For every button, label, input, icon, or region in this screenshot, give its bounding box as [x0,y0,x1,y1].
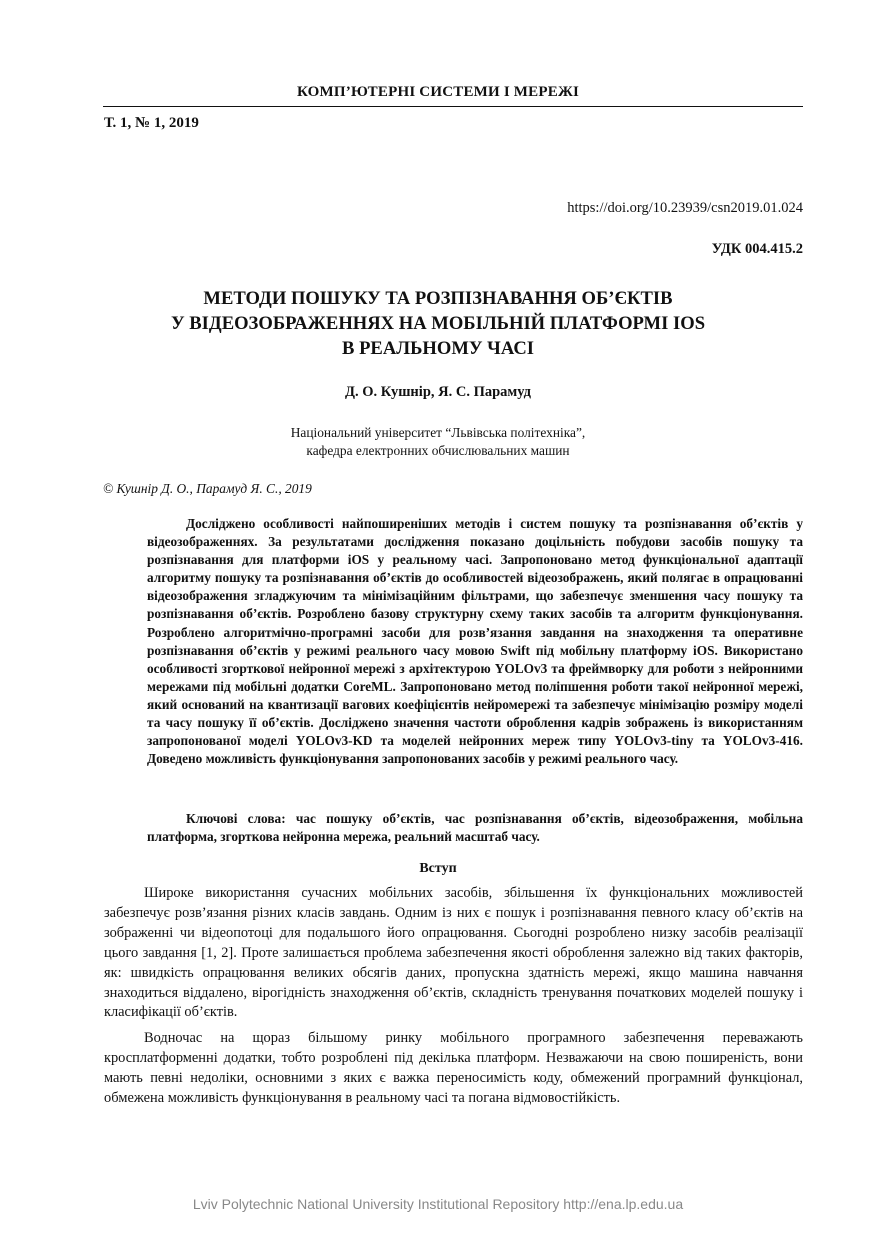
abstract: Досліджено особливості найпоширеніших методів і систем пошуку та розпізнавання об’єктів у відеозображеннях. За результатами дослідження показано доцільність побудови засобів пошуку та розпізнавання для платформи iOS у реальному часі. Запропоновано метод функціональної адаптації алгоритму пошуку та розпізнавання об’єктів до особливостей відеозображень, який полягає в опрацюванні відеозображення згладжуючим та мінімізаційним фільтрами, що забезпечує зменшення часу пошуку та розпізнавання об’єктів. Розроблено базову структурну схему таких засобів та алгоритм функціонування. Розроблено алгоритмічно-програмні засоби для розв’язання завдання на знаходження та оперативне розпізнавання об’єктів у режимі реального часу мовою Swift під мобільну платформу iOS. Використано особливості згорткової нейронної мережі з архітектурою YOLOv3 та фреймворку для роботи з нейронними мережами під мобільні додатки CoreML. Запропоновано метод поліпшення роботи такої нейронної мережі, який оснований на квантизації вагових коефіцієнтів нейромережі та забезпечує мінімізацію розміру моделі та часу пошуку її об’єктів. Досліджено значення частоти оброблення кадрів зображень із використанням запропонованої моделі YOLOv3-KD та моделей нейронних мереж типу YOLOv3-tiny та YOLOv3-416. Доведено можливість функціонування запропонованих засобів у режимі реального часу. [147,516,803,767]
body-paragraph: Водночас на щораз більшому ринку мобільного програмного забезпечення переважають кросплатформенні додатки, тобто розроблені під декілька платформ. Незважаючи на свою поширеність, вони мають певні недоліки, основними з яких є важка переносимість коду, обмежений програмний функціонал, обмежена можливість функціонування в реальному часі та погана відмовостійкість. [104,1030,803,1106]
title-line: МЕТОДИ ПОШУКУ ТА РОЗПІЗНАВАННЯ ОБ’ЄКТІВ [203,288,673,309]
affiliation [0,424,876,460]
journal-title: КОМП’ЮТЕРНІ СИСТЕМИ І МЕРЕЖІ [296,84,580,100]
volume-issue: Т. 1, № 1, 2019 [104,115,199,131]
keywords: Ключові слова: час пошуку об’єктів, час розпізнавання об’єктів, відеозображення, мобільна платформа, згорткова нейронна мережа, реальний масштаб часу. [147,811,803,845]
header-rule [103,106,803,107]
section-heading: Вступ [419,861,457,876]
affiliation-department: кафедра електронних обчислювальних машин [306,443,570,458]
article-title [0,286,876,361]
affiliation-university: Національний університет “Львівська політехніка”, [290,425,586,440]
title-line: В РЕАЛЬНОМУ ЧАСІ [342,338,534,359]
title-line: У ВІДЕОЗОБРАЖЕННЯХ НА МОБІЛЬНІЙ ПЛАТФОРМІ IOS [170,313,706,334]
doi-link[interactable]: https://doi.org/10.23939/csn2019.01.024 [567,200,803,216]
udk-code: УДК 004.415.2 [711,241,803,257]
authors: Д. О. Кушнір, Я. С. Парамуд [345,384,531,400]
body-paragraph: Широке використання сучасних мобільних засобів, збільшення їх функціональних можливостей забезпечує розв’язання різних класів завдань. Одним із них є пошук і розпізнавання певного класу об’єктів на зображенні чи відеопотоці для подальшого його опрацювання. Сьогодні розроблено низку засобів реалізації цього завдання [1, 2]. Проте залишається проблема забезпечення якості оброблення залежно від таких факторів, як: швидкість опрацювання великих обсягів даних, пропускна здатність мережі, якщо машина навчання знаходиться віддалено, вірогідність знаходження об’єктів, складність тренування початкових моделей пошуку і класифікації об’єктів. [104,885,803,1021]
repository-footer[interactable]: Lviv Polytechnic National University Institutional Repository http://ena.lp.edu.ua [192,1196,684,1212]
copyright-notice: © Кушнір Д. О., Парамуд Я. С., 2019 [103,481,312,496]
